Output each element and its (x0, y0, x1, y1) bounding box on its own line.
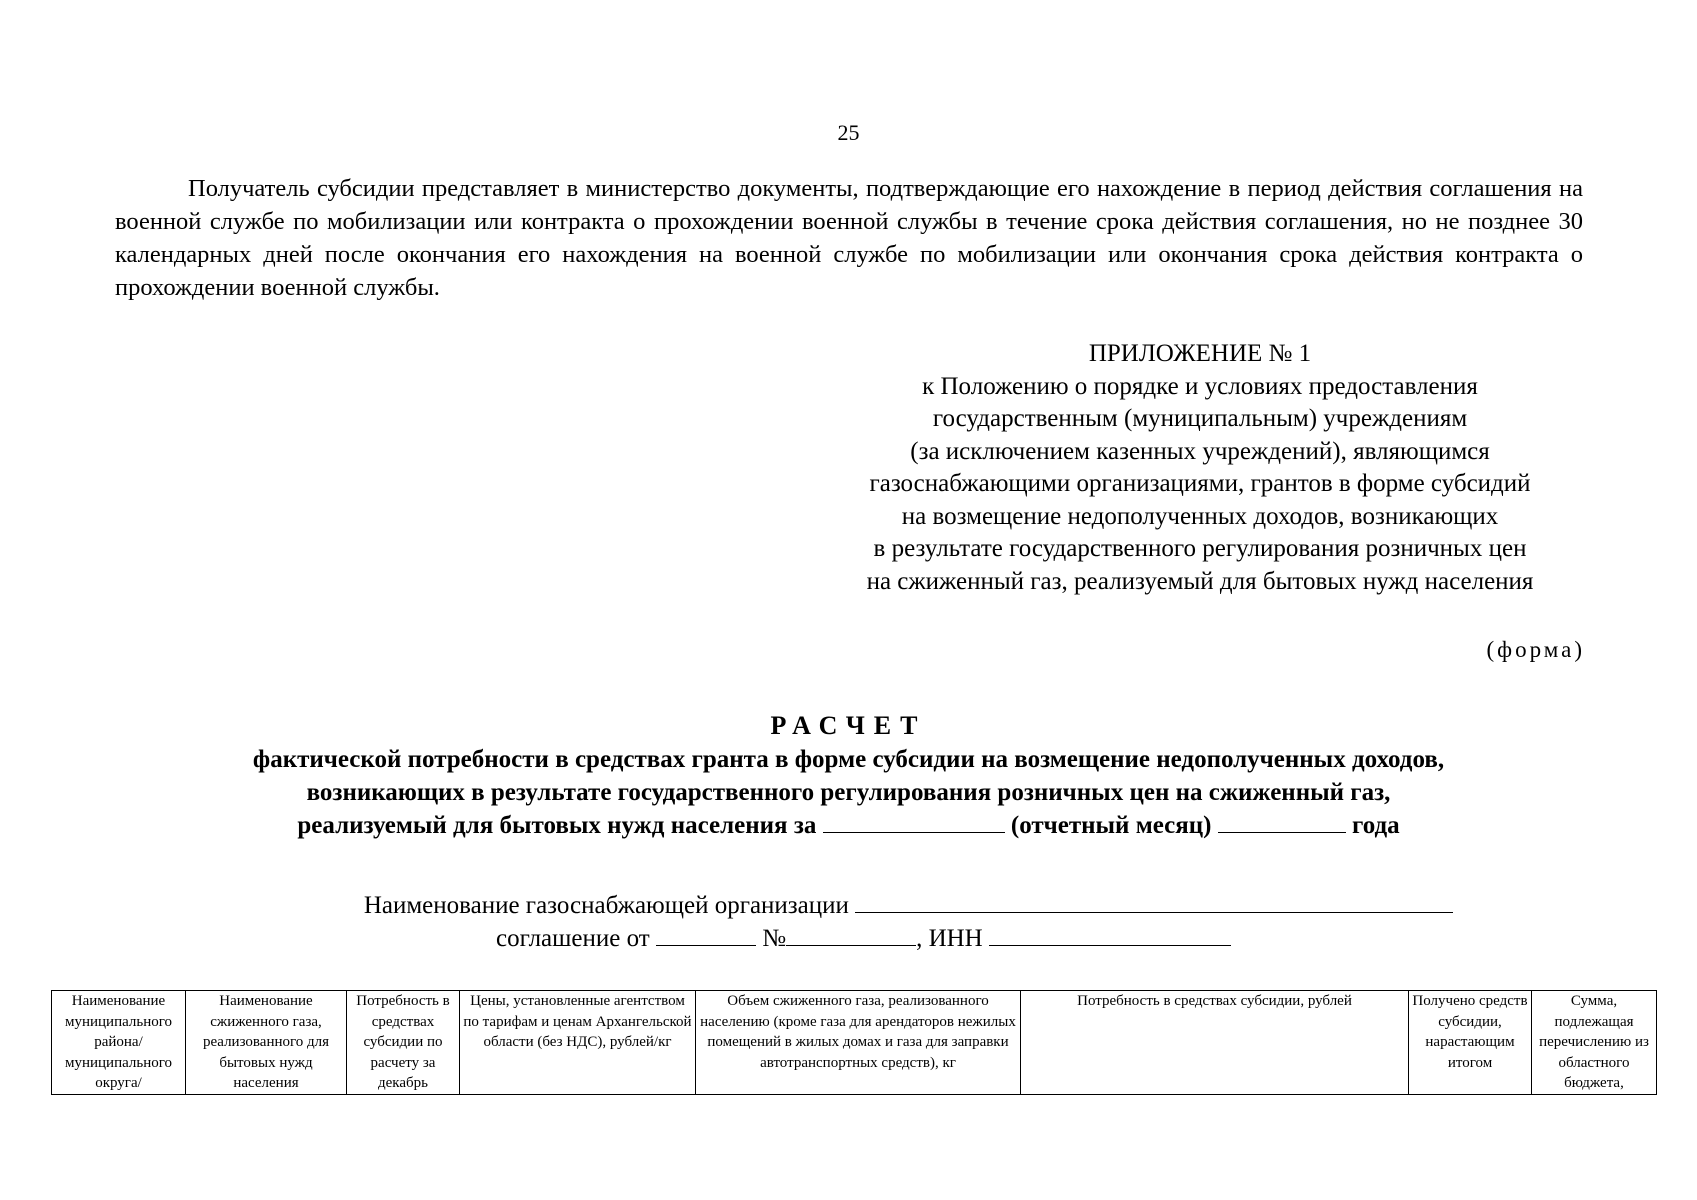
inn-label: , ИНН (916, 925, 983, 952)
agreement-date-blank (656, 923, 756, 946)
table-header-cell: Потребность в средствах субсидии, рублей (1021, 991, 1409, 1095)
table-header-cell: Потребность в средствах субсидии по расчету за декабрь (347, 991, 460, 1095)
period-year-label: года (1352, 812, 1400, 839)
organization-line (0, 889, 1697, 922)
table-header-cell: Получено средств субсидии, нарастающим итогом (1409, 991, 1532, 1095)
table-header-cell: Цены, установленные агентством по тарифам и ценам Архангельской области (без НДС), рублей/кг (460, 991, 696, 1095)
month-blank-field (823, 810, 1005, 833)
appendix-line: газоснабжающими организациями, грантов в форме субсидий (869, 470, 1531, 497)
organization-name-blank (855, 890, 1453, 913)
appendix-line: (за исключением казенных учреждений), являющимся (910, 437, 1490, 465)
intro-paragraph: Получатель субсидии представляет в министерство документы, подтверждающие его нахождение в период действия соглашения на военной службе по мобилизации или контракта о прохождении военной службы в течение срока действия соглашения, но не позднее 30 календарных дней после окончания его нахождения на военной службе по мобилизации или окончания срока действия контракта о прохождении военной службы. (115, 175, 1583, 301)
form-label: (форма) (1486, 637, 1585, 662)
agreement-number-label: № (762, 925, 787, 952)
period-month-label: (отчетный месяц) (1010, 812, 1212, 839)
appendix-line: на возмещение недополученных доходов, возникающих (901, 502, 1499, 530)
table-header-cell: Сумма, подлежащая перечислению из областного бюджета, (1532, 991, 1657, 1095)
table-header-cell: Наименование муниципального района/ муниципального округа/ (52, 991, 186, 1095)
organization-block (0, 889, 1697, 955)
table-header-row (52, 991, 1657, 1095)
agreement-number-blank (786, 923, 916, 946)
appendix-line: государственным (муниципальным) учреждениям (932, 405, 1468, 432)
appendix-line: на сжиженный газ, реализуемый для бытовых нужд населения (866, 567, 1534, 595)
inn-blank (989, 923, 1231, 946)
agreement-line (0, 922, 1697, 955)
calc-title-block (0, 709, 1697, 842)
period-prefix: реализуемый для бытовых нужд населения за (297, 812, 817, 839)
table-header-cell: Наименование сжиженного газа, реализованного для бытовых нужд населения (186, 991, 347, 1095)
table-header-cell: Объем сжиженного газа, реализованного населению (кроме газа для арендаторов нежилых помещений в жилых домах и газа для заправки автотранспортных средств), кг (696, 991, 1021, 1095)
appendix-line: в результате государственного регулирования розничных цен (873, 535, 1527, 562)
organization-name-label: Наименование газоснабжающей организации (363, 892, 849, 919)
calc-subtitle-line: фактической потребности в средствах гранта в форме субсидии на возмещение недополученных доходов, (252, 746, 1445, 773)
calc-subtitle-line (0, 809, 1697, 842)
page-number: 25 (837, 120, 860, 145)
calc-subtitle-line: возникающих в результате государственного регулирования розничных цен на сжиженный газ, (306, 779, 1391, 806)
appendix-title: ПРИЛОЖЕНИЕ № 1 (1088, 340, 1312, 367)
calc-title: РАСЧЕТ (770, 711, 927, 740)
appendix-header (820, 338, 1580, 598)
year-blank-field (1218, 810, 1346, 833)
appendix-line: к Положению о порядке и условиях предоставления (922, 372, 1478, 400)
agreement-date-label: соглашение от (496, 925, 650, 952)
calculation-table (51, 990, 1657, 1095)
